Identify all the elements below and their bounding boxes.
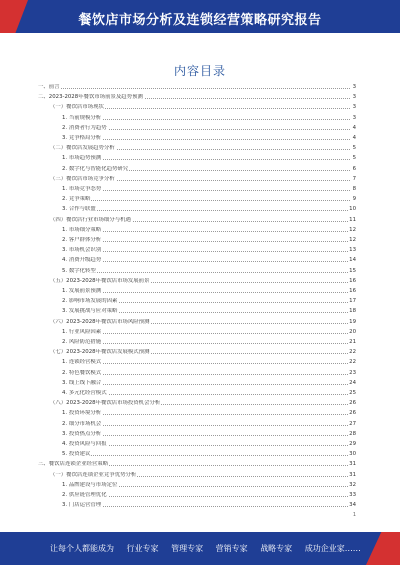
toc-entry-title: （四）餐饮店行业市场细分与机遇 xyxy=(50,216,131,223)
toc-entry-page: 29 xyxy=(349,441,356,447)
toc-entry-title: 4. 投资风险与回报 xyxy=(62,441,107,447)
toc-entry[interactable] xyxy=(38,166,356,173)
toc-entry[interactable] xyxy=(38,451,356,458)
toc-entry-page: 3 xyxy=(352,114,356,121)
footer-slogan: 让每个人都能成为 xyxy=(50,544,114,553)
toc-entry-title: （一）餐饮店连锁企业竞争优势分析 xyxy=(50,471,137,478)
toc-entry-title: 三、餐饮店连锁企业经营策略 xyxy=(38,461,109,468)
toc-entry-title: 1. 投资环境分析 xyxy=(62,410,102,417)
footer-role: 管理专家 xyxy=(171,544,204,553)
footer-bar xyxy=(0,532,400,565)
toc-entry[interactable] xyxy=(38,502,356,509)
toc-entry[interactable] xyxy=(38,237,356,244)
toc-entry-page: 3 xyxy=(352,94,356,101)
toc-entry[interactable] xyxy=(38,227,356,234)
toc-entry[interactable] xyxy=(38,186,356,193)
toc-leader-dots xyxy=(62,343,350,344)
toc-entry-page: 31 xyxy=(349,461,356,468)
toc-entry-page: 12 xyxy=(349,237,356,243)
toc-entry-title: 2. 细分市场机会 xyxy=(62,420,102,427)
toc-entry[interactable] xyxy=(38,247,356,254)
toc-entry-title: 1. 当前规模分析 xyxy=(62,114,102,121)
toc-entry-page: 31 xyxy=(349,471,356,478)
page-number: 1 xyxy=(352,512,356,518)
toc-entry[interactable] xyxy=(38,359,356,366)
toc-entry-title: 2. 供应链管理优化 xyxy=(62,492,107,498)
toc-leader-dots xyxy=(62,159,350,160)
toc-entry[interactable] xyxy=(38,217,356,224)
report-title: 餐饮店市场分析及连锁经营策略研究报告 xyxy=(78,13,322,28)
toc-entry-title: 1. 市场竞争态势 xyxy=(62,186,102,192)
toc-entry-title: 4. 消费升级趋势 xyxy=(62,257,102,264)
toc-entry[interactable] xyxy=(38,125,356,132)
toc-entry-page: 33 xyxy=(349,492,356,498)
toc-entry-title: 3. 线上线下融合 xyxy=(62,379,102,386)
toc-entry-page: 3 xyxy=(352,84,356,90)
toc-entry[interactable] xyxy=(38,94,356,101)
toc-entry[interactable] xyxy=(38,268,356,275)
toc-heading: 内容目录 xyxy=(173,64,226,78)
toc-entry-page: 24 xyxy=(349,379,356,386)
toc-entry-page: 10 xyxy=(349,206,356,213)
toc-entry-page: 5 xyxy=(352,145,356,152)
footer-text xyxy=(50,543,361,554)
toc-entry-title: 1. 发展前景预测 xyxy=(62,288,102,294)
toc-entry[interactable] xyxy=(38,115,356,122)
toc-entry-title: 2. 竞争策略 xyxy=(62,196,91,203)
toc-entry-page: 22 xyxy=(349,349,356,356)
toc-entry[interactable] xyxy=(38,288,356,295)
footer-accent xyxy=(366,532,400,565)
toc-leader-dots xyxy=(62,210,350,211)
toc-entry[interactable] xyxy=(38,339,356,346)
toc-entry-title: 1. 市场细分策略 xyxy=(62,226,102,233)
toc-entry-page: 26 xyxy=(349,410,356,417)
toc-entry-title: 2. 风险防范措施 xyxy=(62,339,102,345)
toc-entry-page: 6 xyxy=(352,165,356,172)
toc-entry[interactable] xyxy=(38,298,356,305)
toc-entry[interactable] xyxy=(38,421,356,428)
toc-entry-page: 4 xyxy=(352,124,356,131)
toc-leader-dots xyxy=(62,333,350,334)
toc-entry[interactable] xyxy=(38,257,356,264)
toc-entry[interactable] xyxy=(38,472,356,479)
toc-entry[interactable] xyxy=(38,482,356,489)
toc-entry-title: 3. 发展挑战与应对策略 xyxy=(62,308,118,315)
toc-entry-page: 17 xyxy=(349,298,356,305)
toc-leader-dots xyxy=(62,435,350,436)
toc-entry[interactable] xyxy=(38,84,356,91)
toc-entry[interactable] xyxy=(38,441,356,448)
toc-leader-dots xyxy=(62,292,350,293)
toc-entry[interactable] xyxy=(38,390,356,397)
toc-entry[interactable] xyxy=(38,370,356,377)
toc-entry-title: （三）餐饮店市场竞争分析 xyxy=(50,175,115,182)
toc-entry-title: （六）2023-2028年餐饮店市场风险预测 xyxy=(50,318,150,325)
toc-entry-page: 16 xyxy=(349,277,356,284)
toc-entry-title: 3. 竞争格局分析 xyxy=(62,135,102,141)
footer-role: 战略专家 xyxy=(260,544,293,553)
toc-entry-title: 4. 多元化经营模式 xyxy=(62,390,107,396)
toc-entry-page: 13 xyxy=(349,247,356,254)
toc-entry[interactable] xyxy=(38,206,356,213)
toc-entry-title: 1. 连锁经营模式 xyxy=(62,359,102,366)
header-bar xyxy=(0,0,400,33)
toc-entry-page: 19 xyxy=(349,318,356,325)
toc-leader-dots xyxy=(62,384,350,385)
toc-entry[interactable] xyxy=(38,135,356,142)
toc-entry-page: 34 xyxy=(349,502,356,509)
toc-entry[interactable] xyxy=(38,431,356,438)
footer-role: 行业专家 xyxy=(126,544,159,553)
toc-leader-dots xyxy=(62,241,350,242)
toc-entry[interactable] xyxy=(38,319,356,326)
toc-leader-dots xyxy=(62,272,350,273)
toc-entry-title: （七）2023-2028年餐饮店发展模式预测 xyxy=(50,349,150,356)
toc-entry-page: 20 xyxy=(349,328,356,335)
toc-entry-page: 30 xyxy=(349,451,356,458)
toc-entry-page: 15 xyxy=(349,267,356,274)
toc-entry[interactable] xyxy=(38,278,356,285)
toc-entry-page: 5 xyxy=(352,155,356,162)
toc-entry[interactable] xyxy=(38,104,356,111)
toc-entry-title: 2. 影响市场发展的因素 xyxy=(62,298,118,305)
toc-entry[interactable] xyxy=(38,349,356,356)
toc-entry-page: 27 xyxy=(349,420,356,427)
toc-entry-title: 3. 合作与联盟 xyxy=(62,206,96,213)
toc-entry-page: 14 xyxy=(349,257,356,264)
toc-entry-page: 18 xyxy=(349,308,356,315)
footer-role: 成功企业家…… xyxy=(304,544,361,553)
toc-entry-page: 9 xyxy=(352,196,356,203)
toc-entry-page: 25 xyxy=(349,390,356,396)
table-of-contents xyxy=(38,84,356,514)
toc-leader-dots xyxy=(62,251,350,252)
toc-entry-title: 二、2023-2028年餐饮市场前景及趋势预测 xyxy=(38,94,143,101)
toc-entry-title: 3. 投资热点分析 xyxy=(62,430,102,437)
toc-entry-title: （一）餐饮店市场现状 xyxy=(50,104,104,111)
toc-entry-page: 16 xyxy=(349,288,356,294)
toc-entry[interactable] xyxy=(38,176,356,183)
toc-leader-dots xyxy=(62,506,350,507)
toc-entry-title: 5. 投资建议 xyxy=(62,451,91,458)
toc-leader-dots xyxy=(62,414,350,415)
footer-role: 营销专家 xyxy=(215,544,248,553)
toc-leader-dots xyxy=(62,231,350,232)
toc-leader-dots xyxy=(62,190,350,191)
toc-leader-dots xyxy=(62,261,350,262)
toc-entry[interactable] xyxy=(38,410,356,417)
toc-entry-title: 2. 消费者行为趋势 xyxy=(62,124,107,131)
toc-entry-title: （五）2023-2028年餐饮店市场发展前景 xyxy=(50,277,150,284)
toc-entry-page: 4 xyxy=(352,135,356,141)
toc-entry[interactable] xyxy=(38,145,356,152)
toc-leader-dots xyxy=(62,119,350,120)
toc-entry-title: （八）2023-2028年餐饮店市场投资机会分析 xyxy=(50,400,161,407)
toc-entry[interactable] xyxy=(38,380,356,387)
toc-entry-page: 23 xyxy=(349,369,356,376)
toc-entry-title: 3. 市场机会识别 xyxy=(62,247,102,254)
toc-entry[interactable] xyxy=(38,461,356,468)
toc-entry-title: 2. 客户群体分析 xyxy=(62,237,102,243)
toc-entry[interactable] xyxy=(38,155,356,162)
toc-entry-page: 3 xyxy=(352,104,356,111)
toc-entry-title: 1. 品牌建设与市场定位 xyxy=(62,481,118,488)
toc-leader-dots xyxy=(62,455,350,456)
toc-entry[interactable] xyxy=(38,308,356,315)
toc-entry-page: 11 xyxy=(349,216,356,223)
toc-entry-page: 12 xyxy=(349,226,356,233)
toc-entry-title: 2. 特色餐饮模式 xyxy=(62,369,102,376)
toc-leader-dots xyxy=(62,425,350,426)
toc-leader-dots xyxy=(62,363,350,364)
toc-leader-dots xyxy=(62,374,350,375)
toc-entry-title: 5. 数字化转型 xyxy=(62,267,96,274)
toc-entry-title: 1. 市场趋势预测 xyxy=(62,155,102,162)
toc-entry[interactable] xyxy=(38,400,356,407)
toc-entry[interactable] xyxy=(38,492,356,499)
toc-leader-dots xyxy=(38,88,350,89)
toc-entry-page: 8 xyxy=(352,186,356,192)
toc-entry-title: 2. 数字化与智能化趋势研究 xyxy=(62,165,129,172)
toc-entry-title: （二）餐饮店发展趋势分析 xyxy=(50,145,115,152)
toc-entry[interactable] xyxy=(38,196,356,203)
toc-entry-page: 7 xyxy=(352,175,356,182)
toc-leader-dots xyxy=(62,139,350,140)
toc-entry-title: 3. 门店运营管理 xyxy=(62,502,102,509)
toc-entry[interactable] xyxy=(38,329,356,336)
toc-entry-page: 21 xyxy=(349,339,356,345)
toc-entry-page: 22 xyxy=(349,359,356,366)
toc-entry-page: 28 xyxy=(349,430,356,437)
toc-leader-dots xyxy=(62,200,350,201)
toc-entry-title: 一、前言 xyxy=(38,84,60,90)
toc-entry-page: 32 xyxy=(349,481,356,488)
toc-entry-title: 1. 行业风险因素 xyxy=(62,328,102,335)
toc-entry-page: 26 xyxy=(349,400,356,407)
